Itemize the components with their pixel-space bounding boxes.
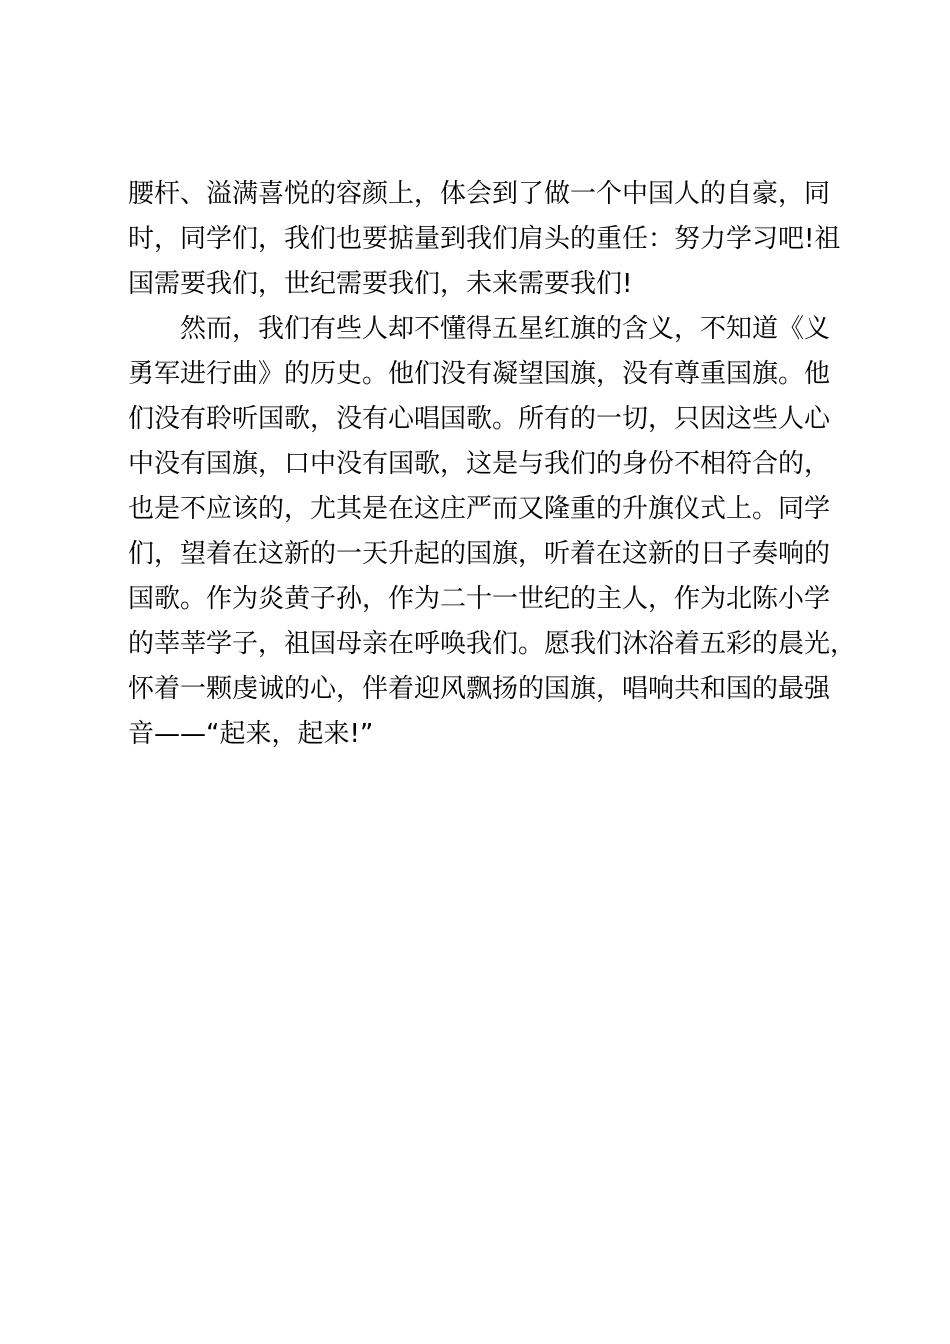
text-line: 们，望着在这新的一天升起的国旗，听着在这新的日子奏响的 — [128, 539, 831, 569]
text-line: 腰杆、溢满喜悦的容颜上，体会到了做一个中国人的自豪，同 — [128, 179, 831, 209]
paragraph-first-line: 然而，我们有些人却不懂得五星红旗的含义，不知道《义 — [180, 314, 831, 344]
body-text — [128, 172, 858, 757]
text-line: 们没有聆听国歌，没有心唱国歌。所有的一切，只因这些人心 — [128, 404, 831, 434]
text-line: 国需要我们，世纪需要我们，未来需要我们! — [128, 269, 633, 299]
text-line: 的莘莘学子，祖国母亲在呼唤我们。愿我们沐浴着五彩的晨光， — [128, 629, 857, 659]
text-line: 国歌。作为炎黄子孙，作为二十一世纪的主人，作为北陈小学 — [128, 584, 831, 614]
text-line: 怀着一颗虔诚的心，伴着迎风飘扬的国旗，唱响共和国的最强 — [128, 674, 831, 704]
text-line: 也是不应该的，尤其是在这庄严而又隆重的升旗仪式上。同学 — [128, 494, 831, 524]
text-line: 中没有国旗，口中没有国歌，这是与我们的身份不相符合的， — [128, 449, 831, 479]
text-line: 勇军进行曲》的历史。他们没有凝望国旗，没有尊重国旗。他 — [128, 359, 831, 389]
text-line: 音——“起来，起来!” — [128, 719, 374, 749]
text-line: 时，同学们，我们也要掂量到我们肩头的重任：努力学习吧!祖 — [128, 224, 841, 254]
